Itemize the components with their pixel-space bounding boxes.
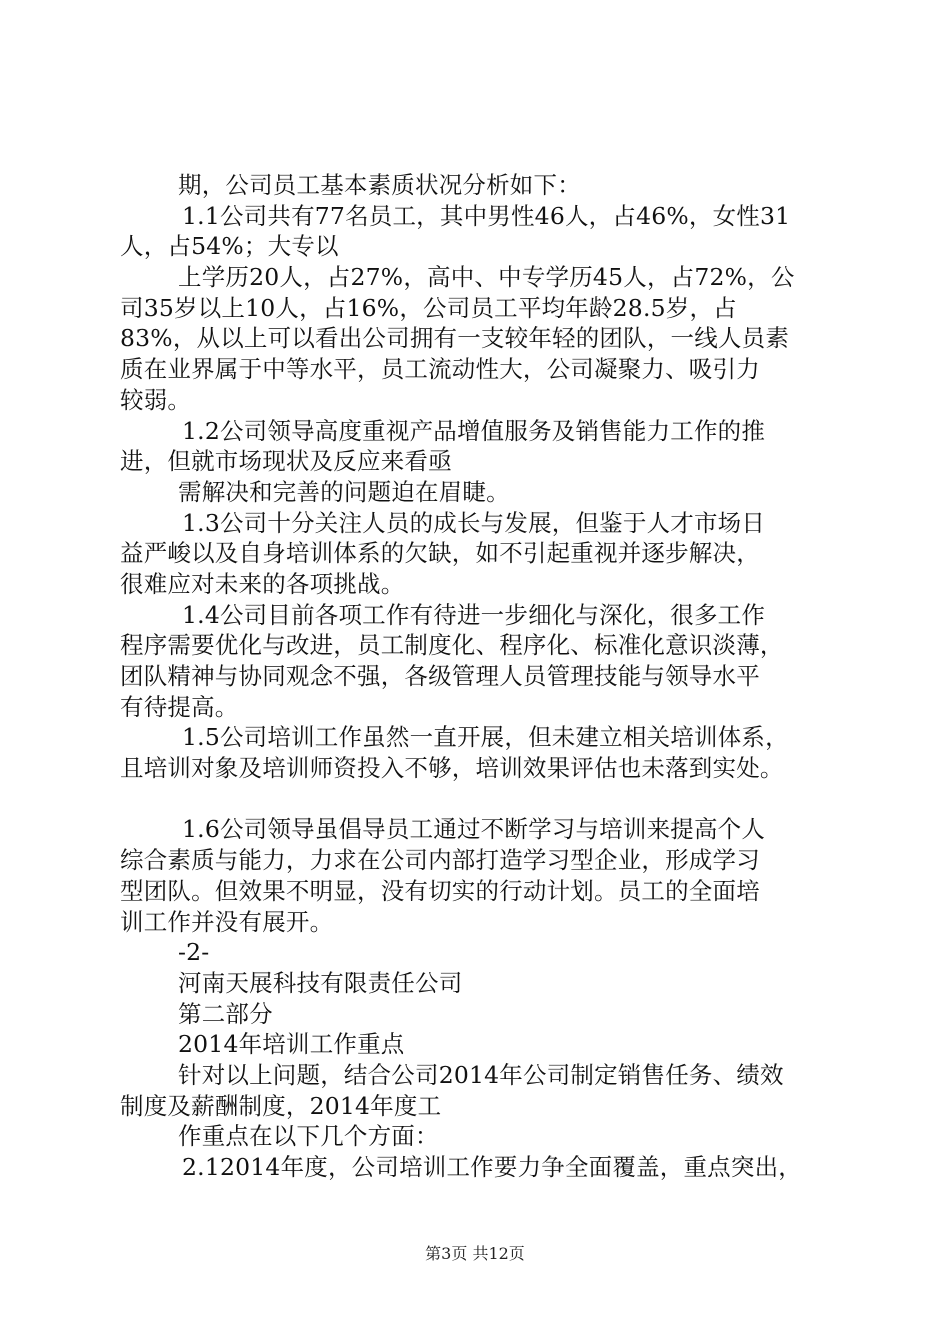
text-line: 1.4公司目前各项工作有待进一步细化与深化，很多工作 xyxy=(182,600,766,629)
text-line: 有待提高。 xyxy=(120,692,239,721)
text-line: 较弱。 xyxy=(120,385,192,414)
text-line: 上学历20人，占27%，高中、中专学历45人，占72%，公 xyxy=(178,263,795,292)
text-line: 期，公司员工基本素质状况分析如下： xyxy=(178,171,581,199)
text-line: 1.3公司十分关注人员的成长与发展，但鉴于人才市场日 xyxy=(182,508,766,537)
text-line: 2014年培训工作重点 xyxy=(178,1030,405,1059)
page-footer: 第3页 共12页 xyxy=(425,1244,525,1263)
text-line: 1.6公司领导虽倡导员工通过不断学习与培训来提高个人 xyxy=(182,815,766,844)
text-line: 制度及薪酬制度，2014年度工 xyxy=(120,1091,442,1120)
text-line: 2.12014年度，公司培训工作要力争全面覆盖，重点突出， xyxy=(182,1153,802,1181)
document-body xyxy=(120,170,840,1183)
text-line: 程序需要优化与改进，员工制度化、程序化、标准化意识淡薄， xyxy=(120,631,784,660)
text-line: 人，占54%；大专以 xyxy=(120,232,339,261)
text-line: 1.1公司共有77名员工，其中男性46人，占46%，女性31 xyxy=(182,201,791,230)
text-line: 团队精神与协同观念不强，各级管理人员管理技能与领导水平 xyxy=(120,662,760,690)
text-line: 第二部分 xyxy=(178,999,273,1028)
text-line: 河南天展科技有限责任公司 xyxy=(178,968,463,997)
text-line: 训工作并没有展开。 xyxy=(120,907,334,936)
text-line: 司35岁以上10人，占16%，公司员工平均年龄28.5岁，占 xyxy=(120,293,737,322)
text-line: 针对以上问题，结合公司2014年公司制定销售任务、绩效 xyxy=(178,1060,784,1089)
text-line: 进，但就市场现状及反应来看亟 xyxy=(120,447,452,476)
text-line: 很难应对未来的各项挑战。 xyxy=(120,569,405,598)
text-line: 质在业界属于中等水平，员工流动性大，公司凝聚力、吸引力 xyxy=(120,355,760,384)
text-line: -2- xyxy=(178,938,210,967)
text-line: 且培训对象及培训师资投入不够，培训效果评估也未落到实处。 xyxy=(120,754,784,783)
blank-line xyxy=(120,784,840,815)
text-line: 型团队。但效果不明显，没有切实的行动计划。员工的全面培 xyxy=(120,876,760,905)
text-line: 83%，从以上可以看出公司拥有一支较年轻的团队，一线人员素 xyxy=(120,324,790,353)
text-line: 综合素质与能力，力求在公司内部打造学习型企业，形成学习 xyxy=(120,846,760,875)
text-line: 需解决和完善的问题迫在眉睫。 xyxy=(178,477,510,506)
text-line: 1.5公司培训工作虽然一直开展，但未建立相关培训体系， xyxy=(182,723,789,752)
text-line: 1.2公司领导高度重视产品增值服务及销售能力工作的推 xyxy=(182,416,766,445)
text-line: 益严峻以及自身培训体系的欠缺，如不引起重视并逐步解决， xyxy=(120,539,760,568)
text-line: 作重点在以下几个方面： xyxy=(178,1122,439,1151)
